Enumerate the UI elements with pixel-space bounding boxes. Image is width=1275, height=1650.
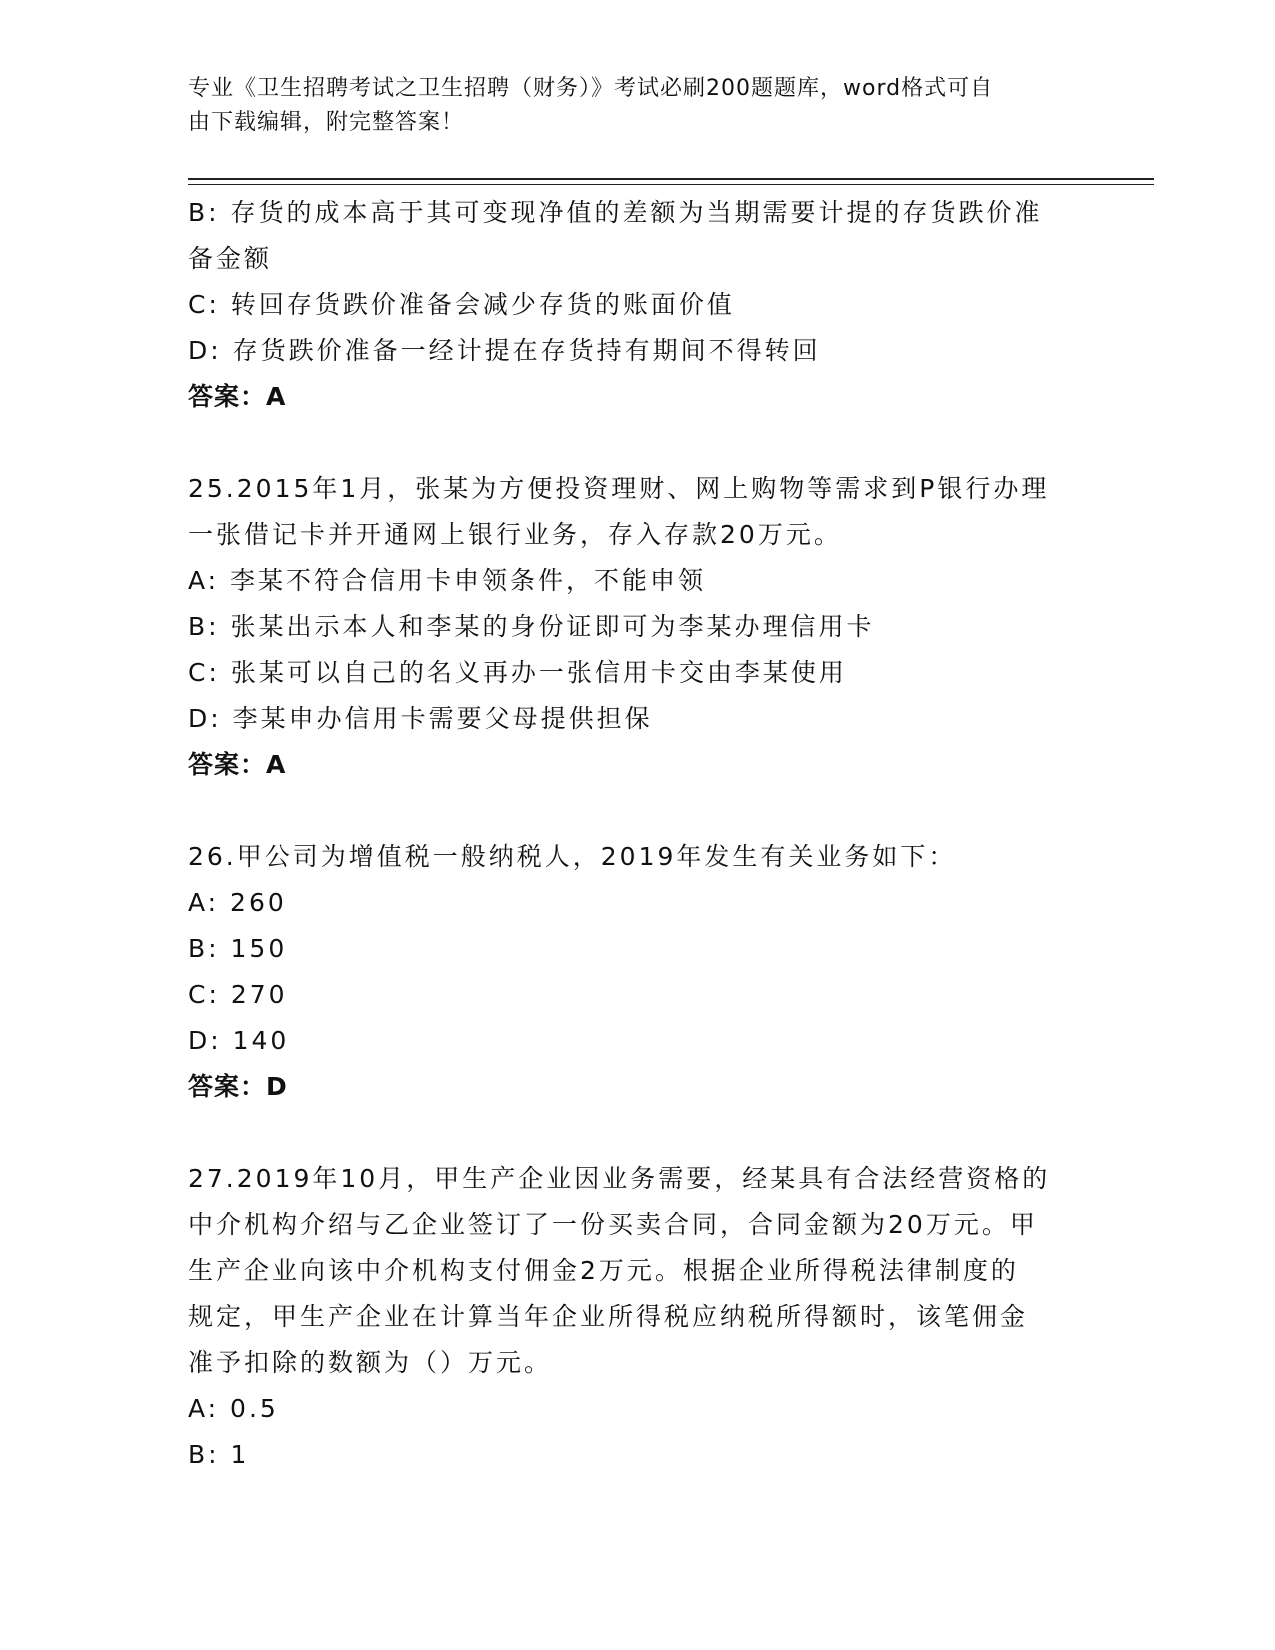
header-title-line-2: 由下载编辑，附完整答案！ — [188, 110, 465, 135]
answer: 答案：A — [188, 382, 287, 411]
option-b: B: 1 — [188, 1440, 250, 1469]
question-26 — [188, 834, 1088, 1110]
option-b: B: 150 — [188, 934, 288, 963]
answer: 答案：D — [188, 1072, 288, 1101]
header-title-line-1: 专业《卫生招聘考试之卫生招聘（财务）》考试必刷200题题库，word格式可自 — [188, 76, 994, 101]
spacer — [188, 1110, 1088, 1156]
option-a: A: 0.5 — [188, 1394, 279, 1423]
option-a: A: 260 — [188, 888, 287, 917]
question-25 — [188, 466, 1088, 788]
option-b-line-1: B: 存货的成本高于其可变现净值的差额为当期需要计提的存货跌价准 — [188, 198, 1043, 227]
option-d: D: 140 — [188, 1026, 290, 1055]
document-header — [188, 72, 1068, 140]
header-divider-thin — [188, 184, 1154, 185]
option-d: D: 李某申办信用卡需要父母提供担保 — [188, 704, 653, 733]
option-d: D: 存货跌价准备一经计提在存货持有期间不得转回 — [188, 336, 821, 365]
question-27 — [188, 1156, 1088, 1478]
option-c: C: 转回存货跌价准备会减少存货的账面价值 — [188, 290, 735, 319]
option-b: B: 张某出示本人和李某的身份证即可为李某办理信用卡 — [188, 612, 875, 641]
option-a: A: 李某不符合信用卡申领条件，不能申领 — [188, 566, 707, 595]
option-c: C: 张某可以自己的名义再办一张信用卡交由李某使用 — [188, 658, 847, 687]
question-stem-line-1: 25.2015年1月，张某为方便投资理财、网上购物等需求到P银行办理 — [188, 474, 1050, 503]
option-b-line-2: 备金额 — [188, 244, 273, 273]
question-stem-line-5: 准予扣除的数额为（）万元。 — [188, 1348, 553, 1377]
question-stem-line-2: 中介机构介绍与乙企业签订了一份买卖合同，合同金额为20万元。甲 — [188, 1210, 1038, 1239]
question-stem-line-1: 26.甲公司为增值税一般纳税人，2019年发生有关业务如下： — [188, 842, 957, 871]
question-stem-line-3: 生产企业向该中介机构支付佣金2万元。根据企业所得税法律制度的 — [188, 1256, 1019, 1285]
answer: 答案：A — [188, 750, 287, 779]
header-divider-thick — [188, 178, 1154, 180]
question-stem-line-1: 27.2019年10月，甲生产企业因业务需要，经某具有合法经营资格的 — [188, 1164, 1051, 1193]
option-c: C: 270 — [188, 980, 288, 1009]
question-stem-line-2: 一张借记卡并开通网上银行业务，存入存款20万元。 — [188, 520, 842, 549]
question-content — [188, 190, 1088, 1478]
spacer — [188, 788, 1088, 834]
question-stem-line-4: 规定，甲生产企业在计算当年企业所得税应纳税所得额时，该笔佣金 — [188, 1302, 1029, 1331]
previous-question — [188, 190, 1088, 420]
spacer — [188, 420, 1088, 466]
